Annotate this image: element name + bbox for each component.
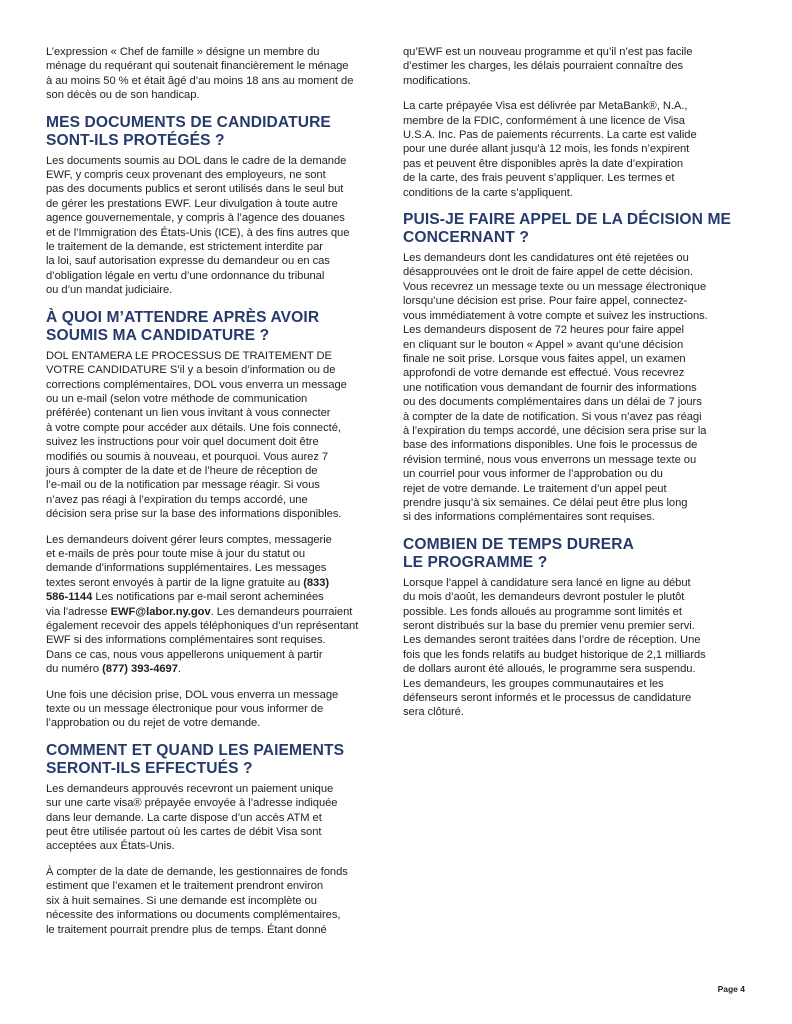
program-duration-paragraph: Lorsque l’appel à candidature sera lancé en ligne au début du mois d’août, les demandeurs devront postuler le plutôt possible. Les fonds alloués au programme sont limités et seront distribués sur la base du premier venu premier servi. Les demandes seront traitées dans l’ordre de réception. Une fois que les fonds relatifs au budget historique de 2,1 milliards de dollars auront été alloués, le programme sera suspendu. Les demandeurs, les groupes communautaires et les défenseurs seront informés et le processus de candidature sera clôturé.	[403, 576, 706, 719]
payments-paragraph: Les demandeurs approuvés recevront un paiement unique sur une carte visa® prépayée envoyée à l’adresse indiquée dans leur demande. La carte dispose d’un accès ATM et peut être utilisée partout où les cartes de débit Visa sont acceptées aux États-Unis.	[46, 782, 338, 853]
documents-protected-paragraph: Les documents soumis au DOL dans le cadre de la demande EWF, y compris ceux provenant des employeurs, ne sont pas des documents publics et seront utilisés dans le seul but de gérer les prestations EWF. Leur divulgation à toute autre agence gouvernementale, y compris à l’agence des douanes et de l’Immigration des États-Unis (ICE), à des fins autres que le traitement de la demande, est strictement interdite par la loi, sauf autorisation expresse du demandeur ou en cas d’obligation légale en vertu d’une ordonnance du tribunal ou d’un mandat judiciaire.	[46, 154, 350, 297]
prepaid-card-paragraph: La carte prépayée Visa est délivrée par MetaBank®, N.A., membre de la FDIC, conformément à une licence de Visa U.S.A. Inc. Pas de paiements récurrents. La carte est valide pour une durée allant jusqu’à 12 mois, les fonds n’expirent pas et peuvent être disponibles après la date d’expiration de la carte, des frais peuvent s’appliquer. Les termes et conditions de la carte s’appliquent.	[403, 100, 697, 199]
documents-protected-heading: MES DOCUMENTS DE CANDIDATURE SONT-ILS PROTÉGÉS ?	[46, 113, 331, 149]
payments-heading: COMMENT ET QUAND LES PAIEMENTS SERONT-ILS EFFECTUÉS ?	[46, 741, 345, 777]
right-column	[403, 45, 748, 731]
toll-free-phone-number: (833) 586-1144	[46, 576, 330, 604]
email-address: EWF@labor.ny.gov	[110, 605, 211, 618]
manage-accounts-text-2: Les notifications par e-mail seront acheminées via l’adresse	[46, 591, 324, 618]
what-to-expect-paragraph: DOL ENTAMERA LE PROCESSUS DE TRAITEMENT DE VOTRE CANDIDATURE S’il y a besoin d’information ou de corrections complémentaires, DOL vous enverra un message ou un e-mail (selon votre méthode de communication préférée) contenant un lien vous invitant à vous connecter à votre compte pour accéder aux détails. Une fois connecté, suivez les instructions pour voir quel document doit être modifiés ou soumis à nouveau, et pourquoi. Vous aurez 7 jours à compter de la date et de l’heure de réception de l’e-mail ou de la notification par message réagir. Si vous n’avez pas réagi à l’expiration du temps accordé, une décision sera prise sur la base des informations disponibles.	[46, 349, 347, 521]
manage-accounts-text-1: Les demandeurs doivent gérer leurs comptes, messagerie et e-mails de près pour toute mise à jour du statut ou demande d’informations supplémentaires. Les messages textes seront envoyés à partir de la ligne gratuite au	[46, 533, 332, 589]
manage-accounts-text-4: .	[177, 663, 181, 676]
processing-time-paragraph: À compter de la date de demande, les gestionnaires de fonds estiment que l’examen et le traitement prendront environ six à huit semaines. Si une demande est incomplète ou nécessite des informations ou documents complémentaires, le traitement pourrait prendre plus de temps. Étant donné	[46, 865, 348, 936]
call-phone-number: (877) 393-4697	[102, 663, 178, 676]
page-number: Page 4	[717, 984, 745, 994]
head-of-household-paragraph: L’expression « Chef de famille » désigne un membre du ménage du requérant qui soutenait financièrement le ménage à au moins 50 % et était âgé d’au moins 18 ans au moment de son décès ou de son handicap.	[46, 46, 354, 102]
left-column	[46, 45, 389, 948]
program-duration-heading: COMBIEN DE TEMPS DURERA LE PROGRAMME ?	[403, 535, 635, 571]
processing-time-continued-paragraph: qu’EWF est un nouveau programme et qu’il n’est pas facile d’estimer les charges, les délais pourraient connaître des modifications.	[403, 46, 693, 87]
decision-notice-paragraph: Une fois une décision prise, DOL vous enverra un message texte ou un message électronique pour vous informer de l’approbation ou du rejet de votre demande.	[46, 688, 339, 730]
what-to-expect-heading: À QUOI M’ATTENDRE APRÈS AVOIR SOUMIS MA CANDIDATURE ?	[46, 308, 320, 344]
manage-accounts-text-3: . Les demandeurs pourraient également recevoir des appels téléphoniques d’un représentant EWF si des informations complémentaires sont requises. Dans ce cas, nous vous appellerons uniquement à partir du numéro	[46, 605, 359, 676]
appeal-paragraph: Les demandeurs dont les candidatures ont été rejetées ou désapprouvées ont le droit de faire appel de cette décision. Vous recevrez un message texte ou un message électronique lorsqu’une décision est prise. Pour faire appel, connectez- vous immédiatement à votre compte et suivez les instructions. Les demandeurs disposent de 72 heures pour faire appel en cliquant sur le bouton « Appel » avant qu’une décision finale ne soit prise. Lorsque vous faites appel, un examen approfondi de votre demande est effectué. Vous recevrez une notification vous demandant de fournir des informations ou des documents complémentaires dans un délai de 7 jours à compter de la date de notification. Si vous n’avez pas réagi à l’expiration du temps accordé, une décision sera prise sur la base des informations disponibles. Une fois le processus de révision terminé, nous vous enverrons un message texte ou un courriel pour vous informer de l’approbation ou du rejet de votre demande. Le traitement d’un appel peut prendre jusqu’à six semaines. Ce délai peut être plus long si des informations complémentaires sont requises.	[403, 252, 708, 524]
manage-accounts-paragraph	[46, 533, 389, 677]
appeal-heading: PUIS-JE FAIRE APPEL DE LA DÉCISION ME CONCERNANT ?	[403, 211, 732, 247]
